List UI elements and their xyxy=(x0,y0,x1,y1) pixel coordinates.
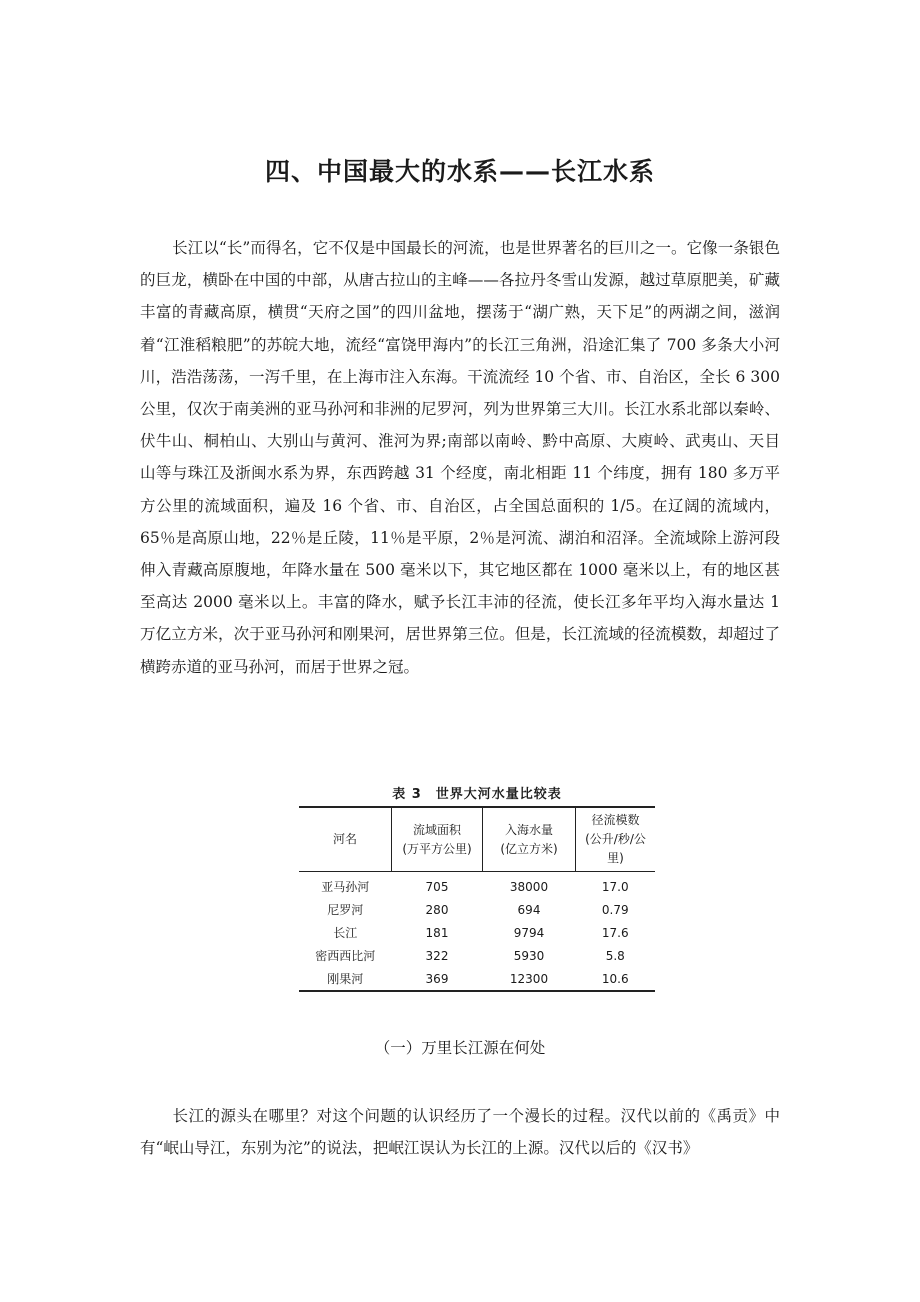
header-runoff-modulus: 径流模数 (公升/秒/公里) xyxy=(576,807,656,872)
cell-runoff-modulus: 17.6 xyxy=(601,925,629,940)
table-row xyxy=(299,944,655,967)
table-row xyxy=(299,921,655,944)
cell-river-name: 长江 xyxy=(333,926,358,940)
cell-discharge: 9794 xyxy=(513,925,545,940)
cell-basin-area: 705 xyxy=(425,879,449,894)
cell-runoff-modulus: 17.0 xyxy=(601,879,629,894)
cell-river-name: 刚果河 xyxy=(327,972,364,986)
table-header-row xyxy=(299,807,655,872)
header-river-name: 河名 xyxy=(299,807,392,872)
cell-runoff-modulus: 0.79 xyxy=(601,902,629,917)
table-row xyxy=(299,898,655,921)
river-comparison-table-block xyxy=(299,783,655,992)
cell-basin-area: 181 xyxy=(425,925,449,940)
paragraph-text: 长江的源头在哪里？对这个问题的认识经历了一个漫长的过程。汉代以前的《禹贡》中有“岷山导江，东别为沱”的说法，把岷江误认为长江的上源。汉代以后的《汉书》 xyxy=(140,1107,780,1158)
table-caption-number: 表 3 xyxy=(392,787,422,802)
cell-runoff-modulus: 10.6 xyxy=(601,971,629,986)
page-title: 四、中国最大的水系——长江水系 xyxy=(264,157,655,186)
river-comparison-table xyxy=(299,806,655,992)
table-caption-title: 世界大河水量比较表 xyxy=(435,787,562,802)
paragraph-text: 长江以“长”而得名，它不仅是中国最长的河流，也是世界著名的巨川之一。它像一条银色的巨龙，横卧在中国的中部，从唐古拉山的主峰——各拉丹冬雪山发源，越过草原肥美，矿藏丰富的青藏高原，横贯“天府之国”的四川盆地，摆荡于“湖广熟，天下足”的两湖之间，滋润着“江淮稻粮肥”的苏皖大地，流经“富饶甲海内”的长江三角洲，沿途汇集了 700 多条大小河川，浩浩荡荡，一泻千里，在上海市注入东海。干流流经 10 个省、市、自治区，全长 6 300 公里，仅次于南美洲的亚马孙河和非洲的尼罗河，列为世界第三大川。长江水系北部以秦岭、伏牛山、桐柏山、大别山与黄河、淮河为界;南部以南岭、黔中高原、大庾岭、武夷山、天目山等与珠江及浙闽水系为界，东西跨越 31 个经度，南北相距 11 个纬度，拥有 180 多万平方公里的流域面积，遍及 16 个省、市、自治区，占全国总面积的 1/5。在辽阔的流域内，65％是高原山地，22％是丘陵，11％是平原，2％是河流、湖泊和沼泽。全流域除上游河段伸入青藏高原腹地，年降水量在 500 毫米以下，其它地区都在 1000 毫米以上，有的地区甚至高达 2000 毫米以上。丰富的降水，赋予长江丰沛的径流，使长江多年平均入海水量达 1 万亿立方米，次于亚马孙河和刚果河，居世界第三位。但是，长江流域的径流模数，却超过了横跨赤道的亚马孙河，而居于世界之冠。 xyxy=(140,239,780,676)
section-heading: （一）万里长江源在何处 xyxy=(374,1039,546,1057)
table-row xyxy=(299,967,655,991)
cell-river-name: 亚马孙河 xyxy=(321,880,370,894)
body-paragraph xyxy=(140,1100,780,1164)
body-paragraph xyxy=(140,232,780,683)
header-basin-area: 流域面积 (万平方公里) xyxy=(392,807,483,872)
table-row xyxy=(299,872,655,899)
cell-basin-area: 369 xyxy=(425,971,449,986)
cell-basin-area: 280 xyxy=(425,902,449,917)
cell-discharge: 12300 xyxy=(509,971,549,986)
cell-runoff-modulus: 5.8 xyxy=(605,948,625,963)
cell-basin-area: 322 xyxy=(425,948,449,963)
header-discharge: 入海水量 (亿立方米) xyxy=(483,807,576,872)
cell-discharge: 5930 xyxy=(513,948,545,963)
table-caption xyxy=(299,783,655,802)
cell-river-name: 尼罗河 xyxy=(327,903,364,917)
cell-discharge: 38000 xyxy=(509,879,549,894)
cell-river-name: 密西西比河 xyxy=(315,949,376,963)
cell-discharge: 694 xyxy=(517,902,541,917)
